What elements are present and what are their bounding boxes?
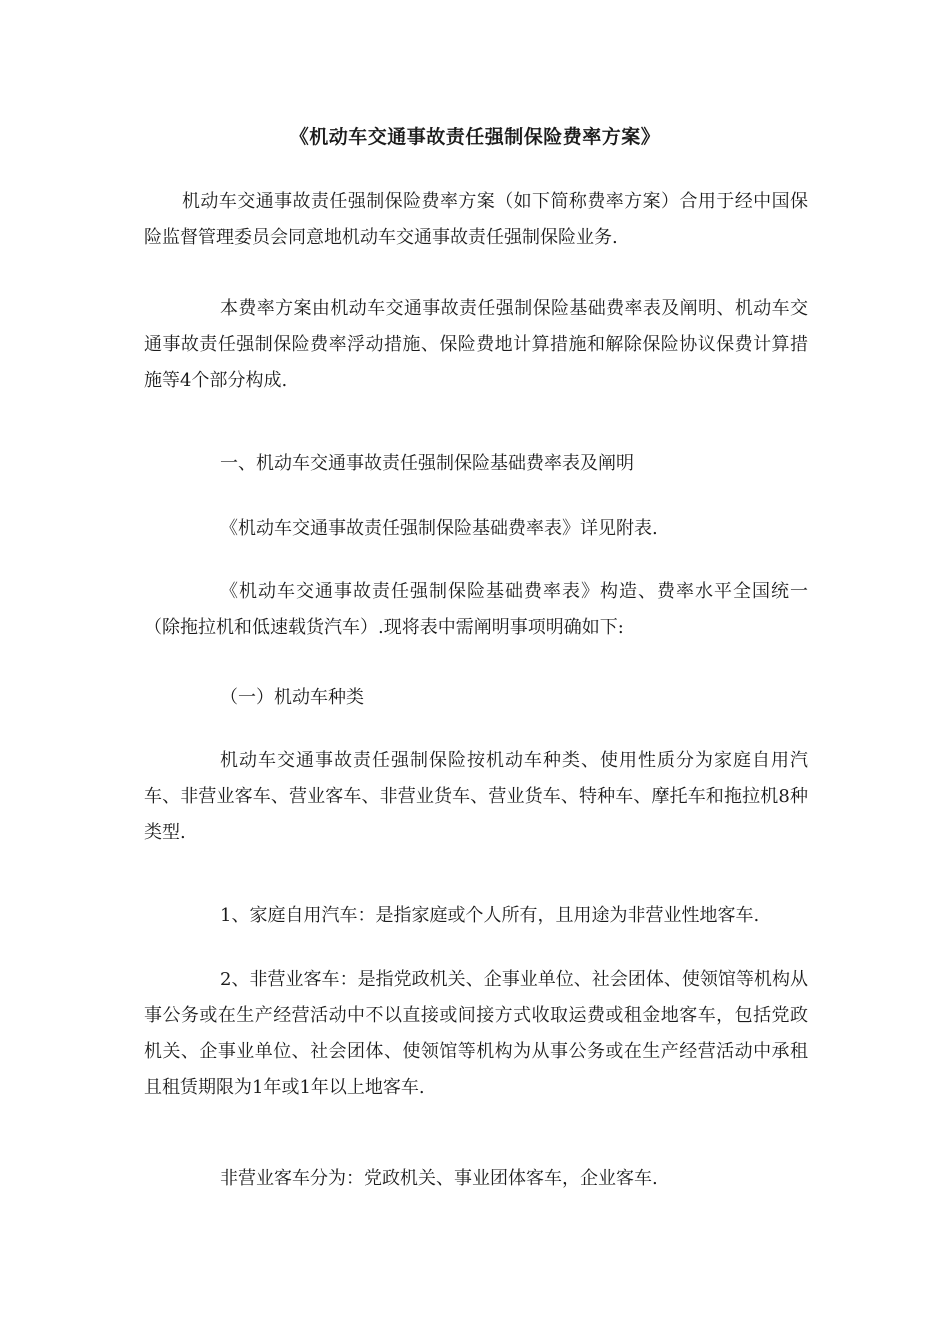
list-item-non-commercial-bus: 2、非营业客车：是指党政机关、企事业单位、社会团体、使领馆等机构从事公务或在生产经营活动中不以直接或间接方式收取运费或租金地客车，包括党政机关、企事业单位、社会团体、使领馆等机构为从事公务或在生产经营活动中承租且租赁期限为1年或1年以上地客车. (144, 969, 808, 1098)
subsection-heading-vehicle-types: （一）机动车种类 (220, 687, 364, 708)
paragraph-rate-table-ref: 《机动车交通事故责任强制保险基础费率表》详见附表. (220, 518, 658, 539)
paragraph-composition: 本费率方案由机动车交通事故责任强制保险基础费率表及阐明、机动车交通事故责任强制保险费率浮动措施、保险费地计算措施和解除保险协议保费计算措施等4个部分构成. (144, 298, 808, 391)
section-heading-1: 一、机动车交通事故责任强制保险基础费率表及阐明 (220, 453, 634, 474)
paragraph-vehicle-categories: 机动车交通事故责任强制保险按机动车种类、使用性质分为家庭自用汽车、非营业客车、营业客车、非营业货车、营业货车、特种车、摩托车和拖拉机8种类型. (144, 750, 808, 843)
paragraph-scope: 机动车交通事故责任强制保险费率方案（如下简称费率方案）合用于经中国保险监督管理委员会同意地机动车交通事故责任强制保险业务. (144, 191, 808, 248)
document-title: 《机动车交通事故责任强制保险费率方案》 (289, 126, 661, 148)
paragraph-non-commercial-subtypes: 非营业客车分为：党政机关、事业团体客车，企业客车. (220, 1168, 658, 1189)
paragraph-rate-table-structure: 《机动车交通事故责任强制保险基础费率表》构造、费率水平全国统一（除拖拉机和低速载货汽车）.现将表中需阐明事项明确如下: (144, 581, 808, 638)
list-item-family-car: 1、家庭自用汽车：是指家庭或个人所有，且用途为非营业性地客车. (220, 905, 760, 926)
